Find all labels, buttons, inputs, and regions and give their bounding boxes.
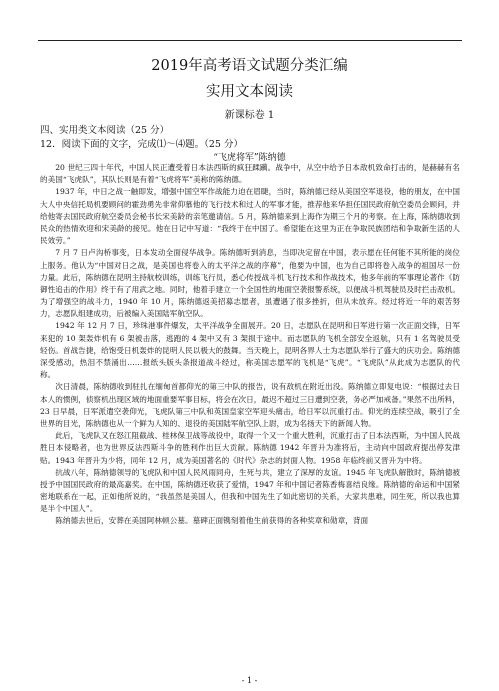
section-heading: 四、实用类文本阅读（25 分） — [40, 125, 170, 136]
article-title: “飞虎将军”陈纳德 — [213, 153, 286, 163]
paragraph: 抗战八年，陈纳德领导的飞虎队和中国人民风雨同舟，生死与共，建立了深厚的友谊。1945 年飞虎队解散时，陈纳德被授予中国国民政府的最高嘉奖。在中国，陈纳德还收获了爱情，1947 年和中国记者陈香梅喜结良缘。陈纳德的命运和中国紧密地联系在一起，正如他所说的，“我虽然是美国人，但我和中国先生了如此密切的关系，大家共患难，同生死，所以我也算是半个中国人”。 — [40, 467, 460, 514]
document-subtitle: 实用文本阅读 — [206, 84, 293, 100]
paragraph: 7 月 7 日卢沟桥事变，日本发动全面侵华战争。陈纳德听到消息，当即决定留在中国，表示愿在任何能不其所能的岗位上服务。他认为“中国对日之战，是美国也将卷入的太平洋之战的序幕”，他要为中国，也为自己即将卷入战争的祖国尽一份力量。此后，陈纳德在昆明主持航校训练，训练飞行员，悉心传授战斗机飞行技术和作战技术，他多年前的军事理论著作《防御性追击的作用》终于有了用武之地。同时，他着手建立一个全国性的地面空袭报警系统，以便战斗机驾驶员及时拦击敌机。为了增强空的战斗力，1940 年 10 月，陈纳德返美招募志愿者，虽遭遇了很多挫折，但从未放弃。经过将近一年的艰苦努力，志愿队组建成功，后被编入美国陆军航空队。 — [40, 248, 460, 319]
volume-label: 新课标卷 1 — [224, 110, 275, 121]
paragraph: 此后，飞虎队又在怒江阻截战、桂林保卫战等战役中，取得一个又一个重大胜利，沉重打击了日本法西斯，为中国人民战胜日本侵略者，也为世界反法西斯斗争的胜利作出巨大贡献。陈纳德 1942 年晋升为准将后，主动向中国政府提出停发津贴。1943 年晋升为少将，同年 12 月，成为美国著名的《时代》杂志的封面人物。1958 年临终前又晋升为中将。 — [40, 431, 460, 465]
paragraph: 1937 年，中日之战一触即发，增强中国空军作战能力迫在眉睫，当时，陈纳德已经从美国空军退役，他的朋友，在中国大人中央信托局机要顾问的霍劲勇先非常仰慕他的飞行技术和过人的军事才能，推荐他来华担任国民政府航空委员会顾问，并给他寄去国民政府航空委员会秘书长宋美龄的亲笔邀请信。5 月，陈纳德来到上海作为期三个月的考察。在上海，陈纳德收到民众的热情欢迎和宋美龄的接见。他在日记中写道：“我终于在中国了。希望能在这里为正在争取民族团结和争取新生活的人民效劳。” — [40, 187, 460, 246]
paragraph: 次日清晨，陈纳德收到驻扎在缅甸首都仰光的第三中队的报告，说有敌机在附近出没。陈纳德立即复电说：“根据过去日本人的惯例，侦察机出现区域的地面重要军事目标，将会在次日，最迟不超过三日遭到空袭，务必严加戒备。”果然不出所料，23 日早晨，日军派遣空袭仰光，飞虎队第三中队和英国皇家空军迎头痛击，给日军以沉重打击。仰光的连续空战，吸引了全世界的目光，陈纳德也从一个鲜为人知的、退役的美国陆军航空队上尉，成为名扬天下的新闻人物。 — [40, 382, 460, 428]
page-number: - 1 - — [241, 676, 258, 685]
paragraph: 1942 年 12 月 7 日，珍珠港事件爆发，太平洋战争全面展开。20 日，志愿队在昆明和日军进行第一次正面交锋，日军来犯的 10 架轰炸机有 6 架被击落，逃跑的 4 架中又有 3 架损于途中。而志愿队的飞机全部安全返航，只有 1 名驾驶员受轻伤。首战告捷，给饱受日机轰炸的昆明人民以极大的鼓舞。当天晚上，昆明各界人士为志愿队举行了盛大的庆功会。陈纳德深受感动，热泪不禁涌出……报纸头版头条报道战斗经过，称美国志愿军的飞机是“飞虎”。“飞虎队”从此成为志愿队的代称。 — [40, 321, 460, 380]
paragraph: 陈纳德去世后，安葬在美国阿林顿公墓。墓碑正面镌刻着他生前获得的各种奖章和勋章，背面 — [55, 516, 369, 526]
header-divider — [38, 40, 462, 41]
document-title: 2019年高考语文试题分类汇编 — [151, 58, 348, 74]
question-prompt: 12．阅读下面的文字，完成⑴～⑷题。（25 分） — [40, 139, 243, 150]
paragraph: 20 世纪三四十年代，中国人民正遭受着日本法西斯的疯狂蹂躏。战争中，从空中给予日本敌机致命打击的，是赫赫有名的美国“飞虎队”，其队长则是有着“飞虎将军”美称的陈纳德。 — [40, 163, 460, 185]
article-body — [40, 162, 460, 528]
